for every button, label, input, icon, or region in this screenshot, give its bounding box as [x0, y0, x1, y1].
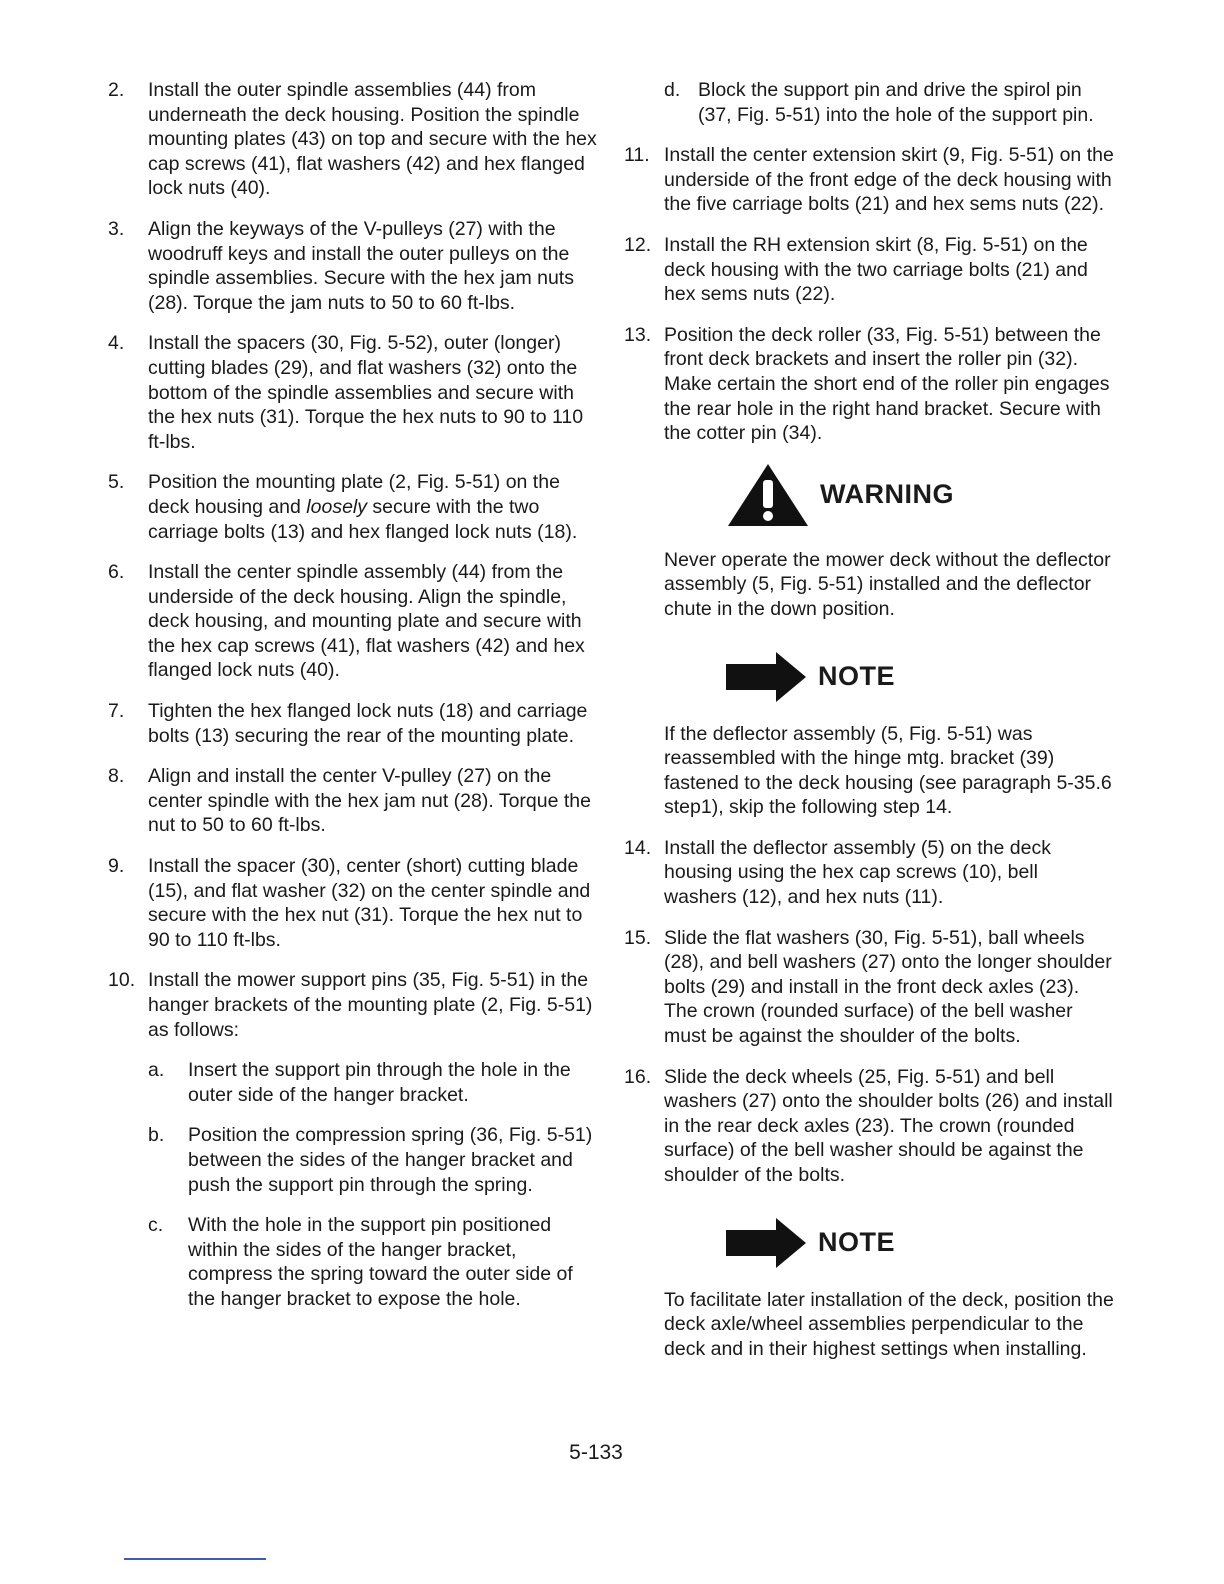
emphasis-loosely: loosely: [306, 495, 367, 518]
step-11: [624, 143, 1114, 217]
step-number: 14.: [624, 836, 652, 859]
step-number: 15.: [624, 926, 652, 949]
note-label: NOTE: [818, 661, 896, 691]
step-number: 16.: [624, 1065, 652, 1088]
step-text: Install the outer spindle assemblies (44) from underneath the deck housing. Position the spindle mounting plates (43) on top and secure with the hex cap screws (41), flat washers (42) and hex flanged lock nuts (40).: [148, 79, 597, 200]
substep-letter: d.: [664, 79, 681, 101]
step-7: [108, 699, 598, 748]
step-number: 5.: [108, 471, 125, 494]
step-text: Install the mower support pins (35, Fig. 5-51) in the hanger brackets of the mounting plate (2, Fig. 5-51) as follows:: [148, 969, 593, 1041]
note-text: To facilitate later installation of the deck, position the deck axle/wheel assemblies perpendicular to the deck and in their highest settings when installing.: [664, 1288, 1114, 1360]
warning-callout: [726, 462, 1114, 528]
step-number: 7.: [108, 700, 125, 723]
step-6: [108, 560, 598, 683]
step-text: Align the keyways of the V-pulleys (27) with the woodruff keys and install the outer pulleys on the spindle assemblies. Secure with the hex jam nuts (28). Torque the jam nuts to 50 to 60 ft-lbs.: [148, 217, 574, 314]
step-number: 11.: [624, 144, 650, 167]
substep-letter: c.: [148, 1214, 164, 1237]
step-text: Install the RH extension skirt (8, Fig. 5-51) on the deck housing with the two carriage bolts (21) and hex sems nuts (22).: [664, 233, 1088, 306]
substep-list: [148, 1058, 598, 1311]
step-15: [624, 926, 1114, 1049]
substep-text: Insert the support pin through the hole in the outer side of the hanger bracket.: [188, 1059, 571, 1106]
substep-text: With the hole in the support pin positioned within the sides of the hanger bracket, compress the spring toward the outer side of the hanger bracket to expose the hole.: [188, 1214, 573, 1310]
step-12: [624, 233, 1114, 307]
note-callout: [726, 1218, 1114, 1268]
step-text: Align and install the center V-pulley (27) on the center spindle with the hex jam nut (28). Torque the nut to 50 to 60 ft-lbs.: [148, 765, 591, 837]
substep-c: [148, 1213, 598, 1311]
warning-text: Never operate the mower deck without the deflector assembly (5, Fig. 5-51) installed and the deflector chute in the down position.: [664, 548, 1111, 620]
step-text: Install the spacer (30), center (short) cutting blade (15), and flat washer (32) on the center spindle and secure with the hex nut (31). Torque the hex nut to 90 to 110 ft-lbs.: [148, 855, 591, 951]
substep-b: [148, 1123, 598, 1197]
step-number: 13.: [624, 323, 652, 346]
step-text: Install the center spindle assembly (44) from the underside of the deck housing. Align the spindle, deck housing, and mounting plate and secure with the hex cap screws (41), flat washers (42) and hex flanged lock nuts (40).: [148, 561, 585, 682]
step-number: 6.: [108, 561, 125, 584]
footer-divider: [124, 1558, 266, 1560]
step-text-part: secure with the two carriage bolts (13) and hex flanged lock nuts (18).: [148, 495, 578, 543]
warning-label: WARNING: [820, 479, 954, 510]
substep-letter: b.: [148, 1124, 165, 1147]
step-number: 9.: [108, 855, 125, 878]
step-13: [624, 323, 1114, 446]
step-number: 2.: [108, 79, 125, 101]
step-9: [108, 854, 598, 952]
note-label: NOTE: [818, 1227, 896, 1258]
substep-text: Position the compression spring (36, Fig. 5-51) between the sides of the hanger bracket and push the support pin through the spring.: [188, 1124, 593, 1196]
step-2: [108, 78, 598, 201]
substep-a: [148, 1058, 598, 1107]
step-number: 12.: [624, 233, 652, 256]
substep-d: [664, 78, 1114, 127]
step-text: Slide the flat washers (30, Fig. 5-51), ball wheels (28), and bell washers (27) onto the longer shoulder bolts (29) and install in the front deck axles (23). The crown (rounded surface) of the bell washer must be against the shoulder of the bolts.: [664, 926, 1112, 1048]
step-number: 3.: [108, 217, 125, 240]
step-text: Tighten the hex flanged lock nuts (18) and carriage bolts (13) securing the rear of the mounting plate.: [148, 700, 588, 747]
step-text: Install the spacers (30, Fig. 5-52), outer (longer) cutting blades (29), and flat washers (32) onto the bottom of the spindle assemblies and secure with the hex nuts (31). Torque the hex nuts to 90 to 110 ft-lbs.: [148, 332, 584, 453]
note-callout: [726, 652, 1114, 702]
step-text: Install the deflector assembly (5) on the deck housing using the hex cap screws (10), bell washers (12), and hex nuts (11).: [664, 836, 1051, 909]
step-10: [108, 968, 598, 1042]
step-14: [624, 836, 1114, 910]
step-16: [624, 1065, 1114, 1188]
left-column: [108, 78, 598, 1328]
substep-letter: a.: [148, 1059, 165, 1082]
step-8: [108, 764, 598, 838]
step-number: 8.: [108, 765, 125, 788]
step-number: 4.: [108, 332, 125, 355]
note-text: If the deflector assembly (5, Fig. 5-51) was reassembled with the hinge mtg. bracket (39) fastened to the deck housing (see paragraph 5-35.6 step1), skip the following step 14.: [664, 722, 1112, 819]
step-number: 10.: [108, 969, 136, 992]
step-5: [108, 470, 598, 544]
page-number: 5-133: [569, 1441, 623, 1464]
step-text: Install the center extension skirt (9, Fig. 5-51) on the underside of the front edge of the deck housing with the five carriage bolts (21) and hex sems nuts (22).: [664, 144, 1114, 216]
step-4: [108, 331, 598, 454]
step-3: [108, 217, 598, 315]
step-text-part: Position the mounting plate (2, Fig. 5-51) on the deck housing and: [148, 471, 560, 518]
step-text: Slide the deck wheels (25, Fig. 5-51) and bell washers (27) onto the shoulder bolts (26) and install in the rear deck axles (23). The crown (rounded surface) of the bell washer should be against the shoulder of the bolts.: [664, 1065, 1113, 1186]
arrow-right-icon: [726, 1218, 808, 1268]
substep-text: Block the support pin and drive the spirol pin (37, Fig. 5-51) into the hole of the support pin.: [698, 79, 1094, 126]
right-column: [624, 78, 1114, 1377]
warning-triangle-icon: [726, 462, 810, 528]
step-text: Position the deck roller (33, Fig. 5-51) between the front deck brackets and insert the roller pin (32). Make certain the short end of the roller pin engages the rear hole in the right hand bracket. Secure with the cotter pin (34).: [664, 323, 1110, 445]
step-text: [148, 470, 598, 544]
arrow-right-icon: [726, 652, 808, 702]
